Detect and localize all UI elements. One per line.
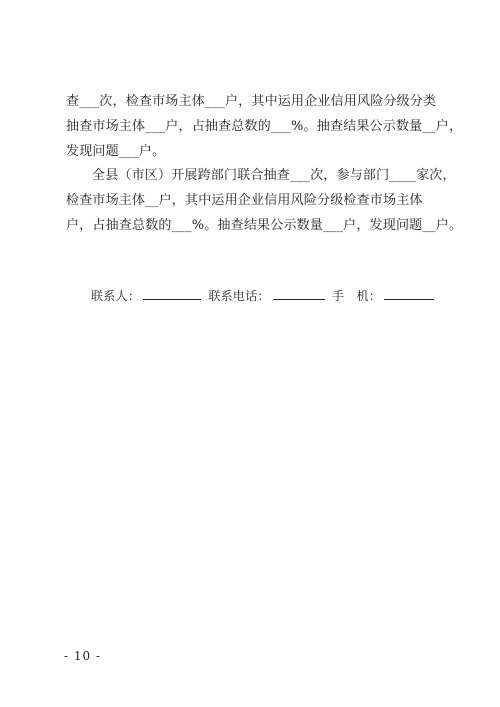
mobile-label: 手 机： [331, 289, 382, 303]
mobile-blank[interactable] [384, 287, 434, 300]
paragraph-line: 检查市场主体__户，其中运用企业信用风险分级检查市场主体 [66, 193, 423, 208]
page-number: - 10 - [64, 649, 102, 663]
paragraph-line: 全县（市区）开展跨部门联合抽查___次，参与部门____家次， [92, 168, 456, 183]
paragraph-line: 户，占抽查总数的___%。抽查结果公示数量___户，发现问题__户。 [66, 218, 463, 233]
paragraph-cross-department-inspection [66, 163, 463, 238]
paragraph-line: 查___次，检查市场主体___户，其中运用企业信用风险分级分类 [66, 94, 437, 109]
contact-info-row [91, 286, 437, 306]
paragraph-random-inspection-summary [66, 89, 463, 164]
contact-person-blank[interactable] [143, 287, 201, 300]
contact-person-label: 联系人： [91, 289, 141, 303]
phone-label: 联系电话： [208, 289, 270, 303]
paragraph-line: 发现问题___户。 [66, 144, 166, 159]
phone-blank[interactable] [273, 287, 325, 300]
paragraph-line: 抽查市场主体___户，占抽查总数的___%。抽查结果公示数量__户， [66, 119, 463, 134]
